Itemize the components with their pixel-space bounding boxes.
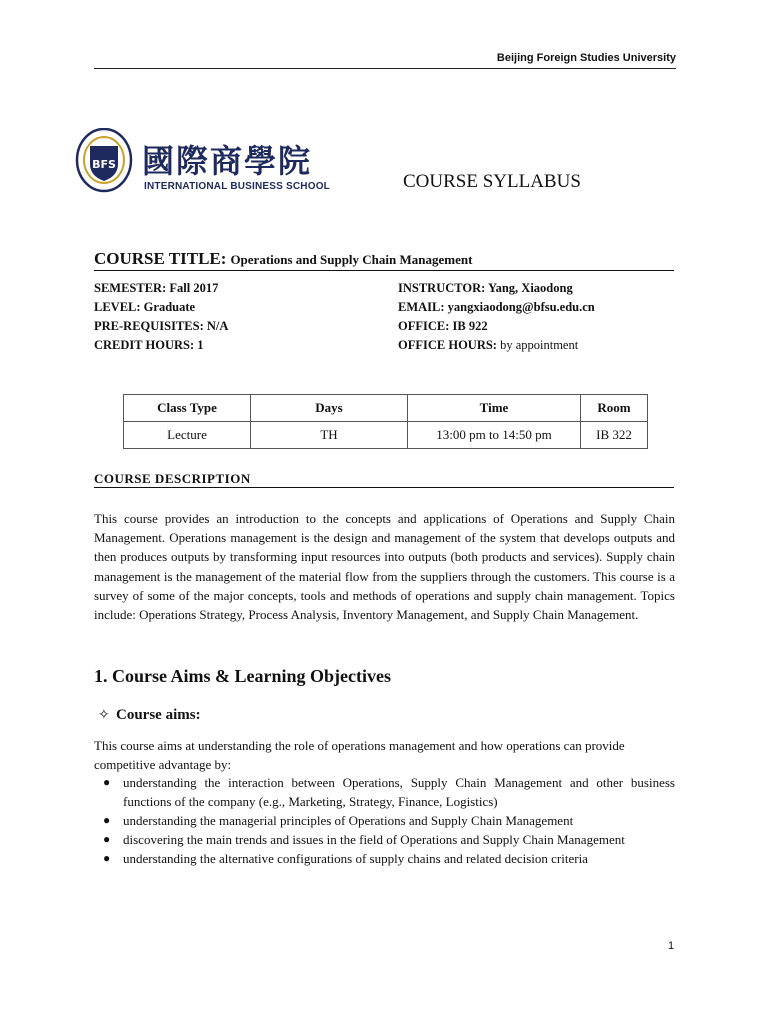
table-cell: 13:00 pm to 14:50 pm — [408, 422, 581, 449]
logo-seal-letters: BFS — [92, 158, 116, 171]
page-number: 1 — [668, 940, 675, 952]
table-row — [124, 422, 648, 449]
logo-chinese-name: 國際商學院 — [142, 142, 313, 180]
email-address[interactable]: yangxiaodong@bfsu.edu.cn — [447, 300, 595, 314]
section-heading: 1. Course Aims & Learning Objectives — [94, 666, 391, 686]
list-item: ● understanding the managerial principles of Operations and Supply Chain Management — [103, 813, 574, 828]
course-aims-heading — [98, 707, 201, 724]
document-title: COURSE SYLLABUS — [403, 171, 581, 192]
list-item: ● understanding the alternative configurations of supply chains and related decision criteria — [103, 851, 588, 866]
prerequisites-line: PRE-REQUISITES: N/A — [94, 319, 229, 333]
credit-hours-line: CREDIT HOURS: 1 — [94, 338, 204, 352]
table-cell: IB 322 — [581, 422, 648, 449]
table-cell: Lecture — [124, 422, 251, 449]
course-aims-label: Course aims: — [116, 707, 201, 723]
table-header-cell: Class Type — [124, 395, 251, 422]
bullet-icon: ● — [103, 775, 111, 789]
office-hours-line: OFFICE HOURS: by appointment — [398, 338, 579, 352]
header-rule — [94, 68, 676, 69]
class-schedule-table — [123, 394, 648, 449]
list-item: ● discovering the main trends and issues in the field of Operations and Supply Chain Management — [103, 832, 625, 847]
diamond-bullet-icon: ✧ — [98, 707, 110, 723]
course-title-label: COURSE TITLE: — [94, 249, 227, 268]
course-info-left — [94, 279, 228, 355]
table-header-cell: Room — [581, 395, 648, 422]
bullet-icon: ● — [103, 813, 111, 827]
course-title-row — [94, 249, 674, 271]
table-header-cell: Days — [251, 395, 408, 422]
email-line: EMAIL: yangxiaodong@bfsu.edu.cn — [398, 300, 595, 314]
table-header-cell: Time — [408, 395, 581, 422]
bullet-icon: ● — [103, 851, 111, 865]
level-line: LEVEL: Graduate — [94, 300, 196, 314]
course-aims-list — [94, 773, 675, 868]
course-info-right — [398, 279, 595, 355]
course-description-body: This course provides an introduction to the concepts and applications of Operations and Supply Chain Management. Operations management is the design and management of the system that develops outputs and then produces outputs by transforming input resources into outputs (both products and services). Supply chain management is the management of the material flow from the suppliers through the customers. This course is a survey of some of the major concepts, tools and methods of operations and supply chain management. Topics include: Operations Strategy, Process Analysis, Inventory Management, and Supply Chain Management. — [94, 511, 675, 623]
course-title-value: Operations and Supply Chain Management — [230, 252, 473, 267]
table-cell: TH — [251, 422, 408, 449]
table-header-row — [124, 395, 648, 422]
course-aims-intro: This course aims at understanding the role of operations management and how operations can provide competitive advantage by: — [94, 738, 625, 772]
course-description-heading: COURSE DESCRIPTION — [94, 471, 674, 488]
list-item: ● understanding the interaction between Operations, Supply Chain Management and other business functions of the company (e.g., Marketing, Strategy, Finance, Logistics) — [103, 775, 675, 809]
office-line: OFFICE: IB 922 — [398, 319, 488, 333]
instructor-line: INSTRUCTOR: Yang, Xiaodong — [398, 281, 573, 295]
bullet-icon: ● — [103, 832, 111, 846]
logo-english-name: INTERNATIONAL BUSINESS SCHOOL — [144, 181, 330, 192]
semester-line: SEMESTER: Fall 2017 — [94, 281, 219, 295]
header-university-name: Beijing Foreign Studies University — [496, 52, 676, 64]
